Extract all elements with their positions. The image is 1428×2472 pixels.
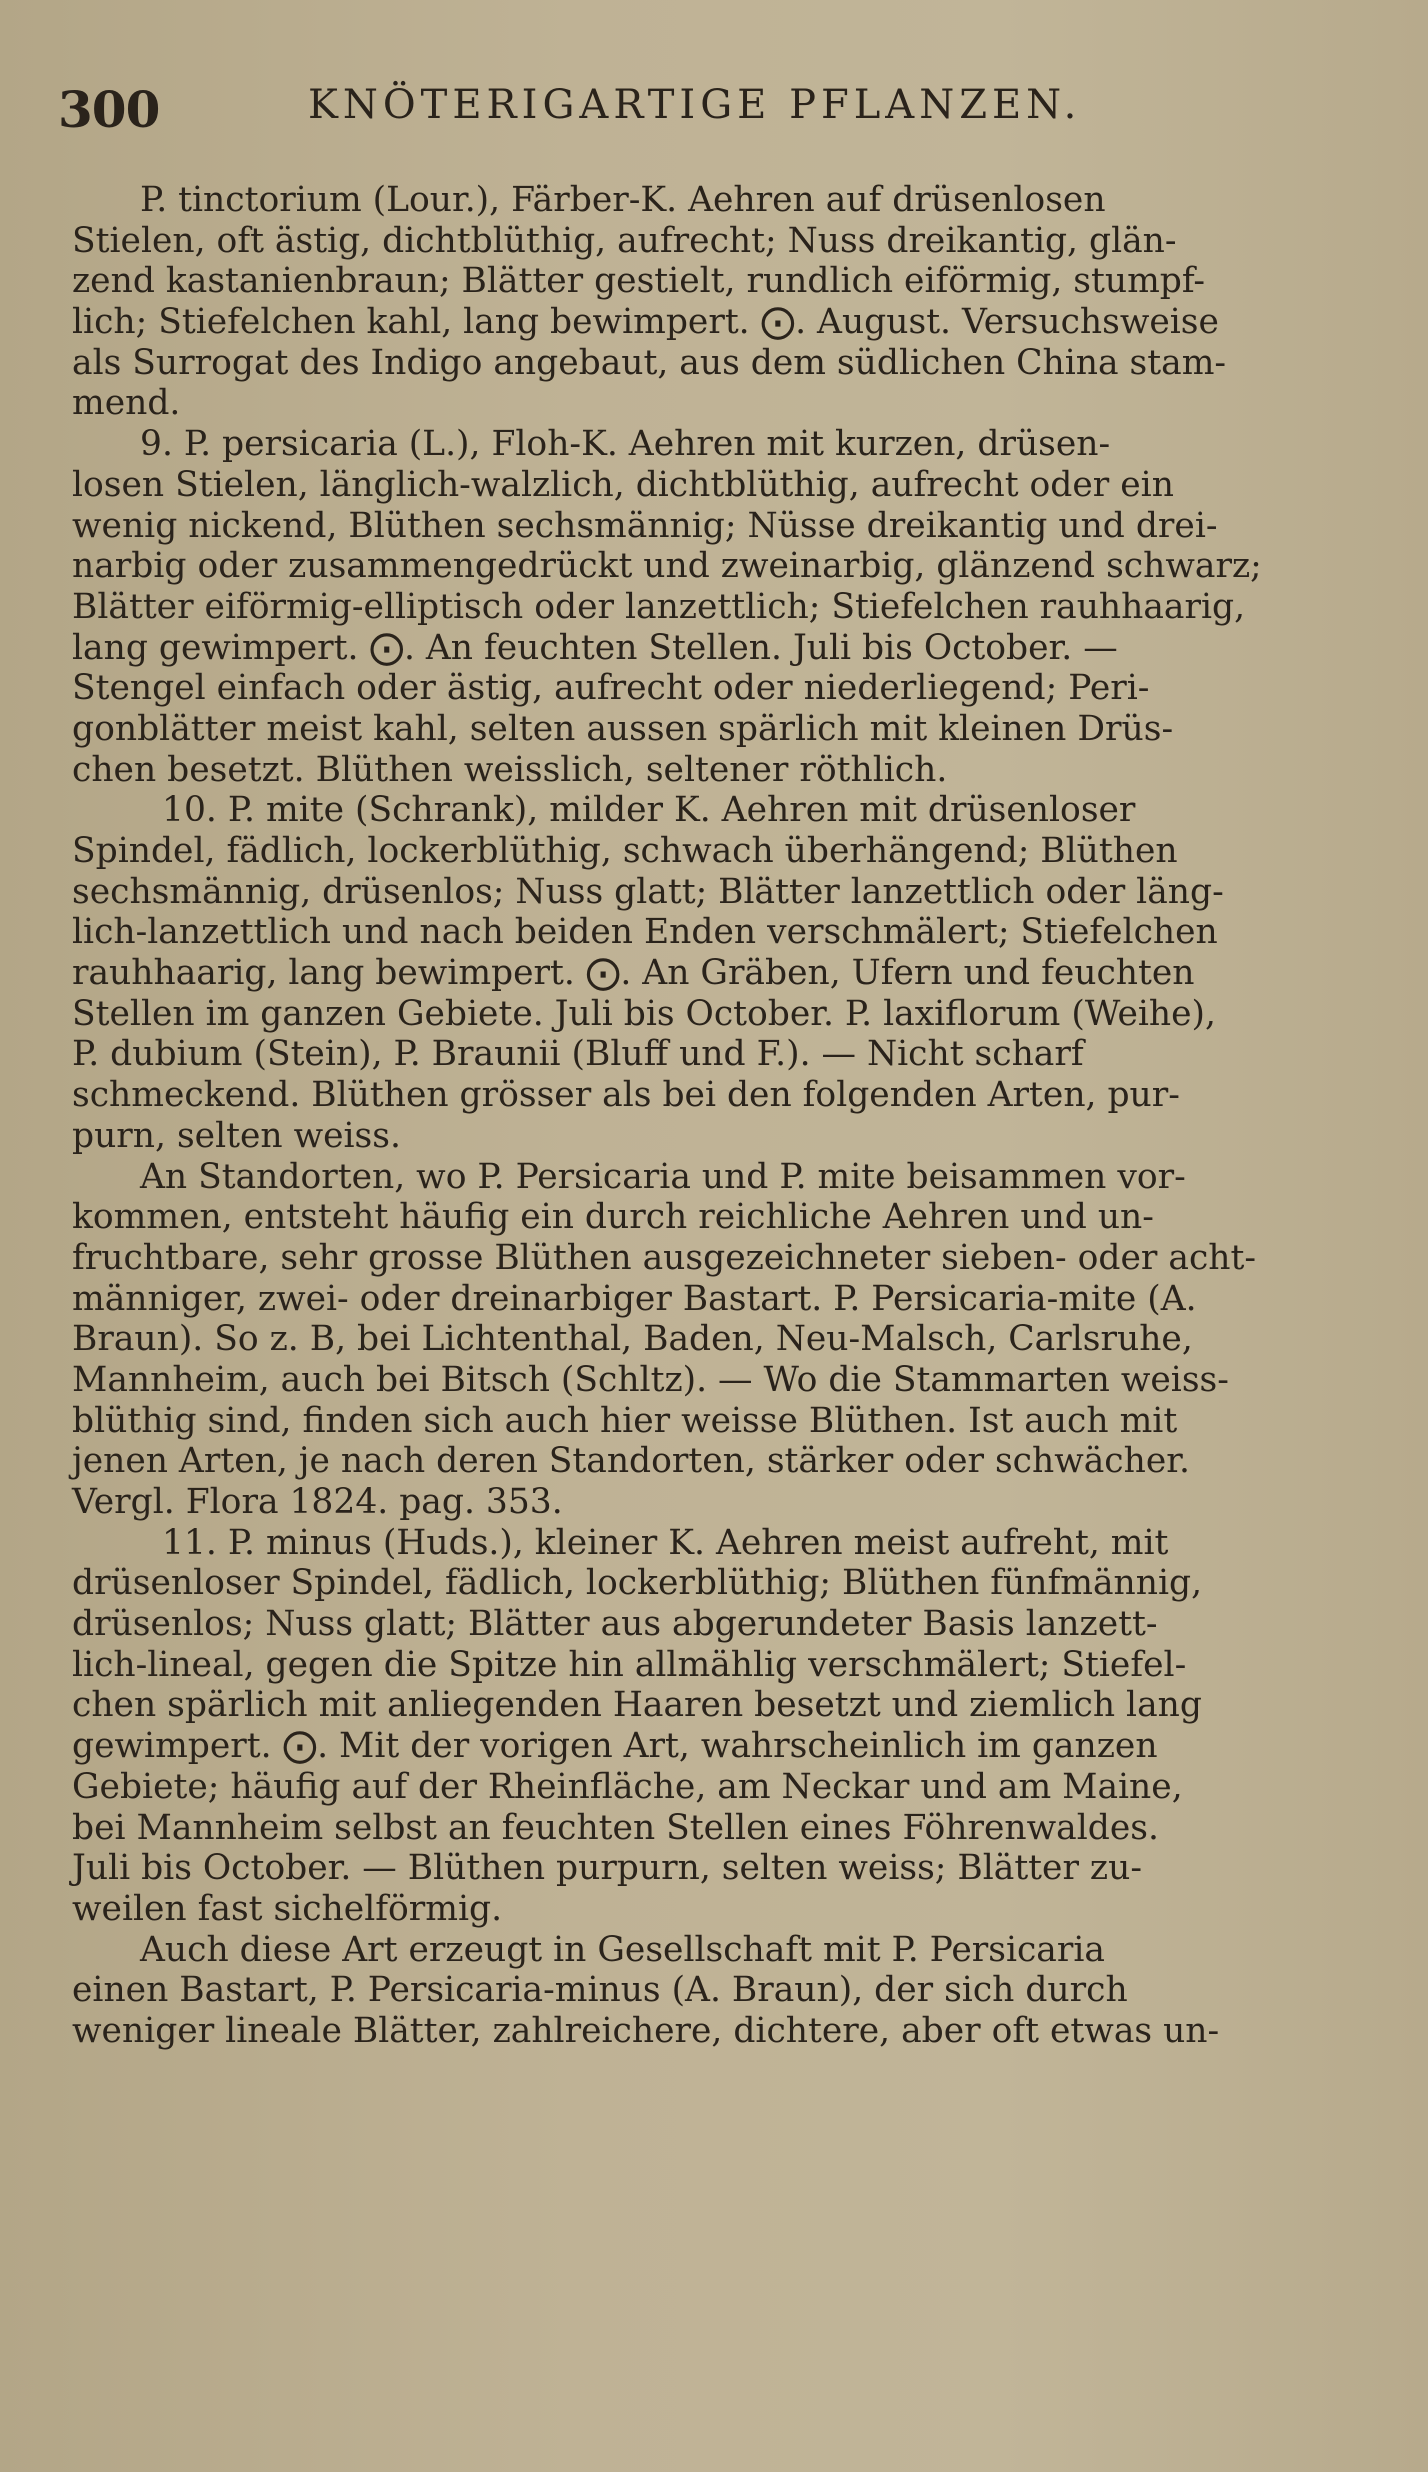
text-line: Blätter eiförmig-elliptisch oder lanzettlich; Stiefelchen rauhhaarig, xyxy=(72,586,1246,627)
text-line: weilen fast sichelförmig. xyxy=(72,1888,503,1929)
text-line: lich-lineal, gegen die Spitze hin allmählig verschmälert; Stiefel- xyxy=(72,1644,1187,1685)
text-line: An Standorten, wo P. Persicaria und P. mite beisammen vor- xyxy=(140,1156,1186,1197)
text-line: fruchtbare, sehr grosse Blüthen ausgezeichneter sieben- oder acht- xyxy=(72,1237,1257,1278)
text-line: drüsenloser Spindel, fädlich, lockerblüthig; Blüthen fünfmännig, xyxy=(72,1563,1203,1604)
text-line: losen Stielen, länglich-walzlich, dichtblüthig, aufrecht oder ein xyxy=(72,464,1174,505)
text-line: gonblätter meist kahl, selten aussen spärlich mit kleinen Drüs- xyxy=(72,708,1174,749)
text-line: Braun). So z. B, bei Lichtenthal, Baden, Neu-Malsch, Carlsruhe, xyxy=(72,1319,1193,1360)
text-line: weniger lineale Blätter, zahlreichere, dichtere, aber oft etwas un- xyxy=(72,2010,1220,2051)
text-line: Stengel einfach oder ästig, aufrecht oder niederliegend; Peri- xyxy=(72,668,1150,709)
text-line: Auch diese Art erzeugt in Gesellschaft mit P. Persicaria xyxy=(140,1929,1105,1970)
text-line: Spindel, fädlich, lockerblüthig, schwach überhängend; Blüthen xyxy=(72,831,1178,871)
text-line: 10. P. mite (Schrank), milder K. Aehren mit drüsenloser xyxy=(162,790,1136,831)
text-line: schmeckend. Blüthen grösser als bei den folgenden Arten, pur- xyxy=(72,1075,1180,1116)
text-line: chen besetzt. Blüthen weisslich, seltener röthlich. xyxy=(72,749,948,790)
text-line: kommen, entsteht häufig ein durch reichliche Aehren und un- xyxy=(72,1197,1154,1238)
text-line: einen Bastart, P. Persicaria-minus (A. Braun), der sich durch xyxy=(72,1970,1128,2011)
text-line: lich-lanzettlich und nach beiden Enden verschmälert; Stiefelchen xyxy=(72,912,1218,953)
text-line: bei Mannheim selbst an feuchten Stellen eines Föhrenwaldes. xyxy=(72,1807,1159,1848)
text-line: 11. P. minus (Huds.), kleiner K. Aehren meist aufreht, mit xyxy=(162,1522,1169,1563)
text-line: chen spärlich mit anliegenden Haaren besetzt und ziemlich lang xyxy=(72,1685,1202,1726)
text-line: gewimpert. ⨀. Mit der vorigen Art, wahrscheinlich im ganzen xyxy=(72,1726,1158,1767)
text-line: Mannheim, auch bei Bitsch (Schltz). — Wo die Stammarten weiss- xyxy=(72,1359,1229,1400)
text-line: P. dubium (Stein), P. Braunii (Bluff und F.). — Nicht scharf xyxy=(72,1034,1084,1075)
text-line: purn, selten weiss. xyxy=(72,1115,401,1156)
text-line: jenen Arten, je nach deren Standorten, stärker oder schwächer. xyxy=(72,1441,1190,1482)
text-line: Juli bis October. — Blüthen purpurn, selten weiss; Blätter zu- xyxy=(72,1848,1142,1889)
text-line: wenig nickend, Blüthen sechsmännig; Nüsse dreikantig und drei- xyxy=(72,505,1218,546)
text-line: lang gewimpert. ⨀. An feuchten Stellen. Juli bis October. — xyxy=(72,627,1118,668)
text-line: P. tinctorium (Lour.), Färber-K. Aehren auf drüsenlosen xyxy=(140,180,1106,220)
text-line: Stellen im ganzen Gebiete. Juli bis October. P. laxiflorum (Weihe), xyxy=(72,993,1216,1034)
page-number: 300 xyxy=(58,80,160,139)
page-header xyxy=(58,80,1388,150)
text-line: sechsmännig, drüsenlos; Nuss glatt; Blätter lanzettlich oder läng- xyxy=(72,871,1224,912)
text-line: männiger, zwei- oder dreinarbiger Bastart. P. Persicaria-mite (A. xyxy=(72,1278,1197,1319)
text-line: drüsenlos; Nuss glatt; Blätter aus abgerundeter Basis lanzett- xyxy=(72,1604,1158,1645)
text-line: mend. xyxy=(72,383,181,424)
text-line: als Surrogat des Indigo angebaut, aus dem südlichen China stam- xyxy=(72,342,1227,383)
running-title: KNÖTERIGARTIGE PFLANZEN. xyxy=(308,82,1082,128)
text-line: Gebiete; häufig auf der Rheinfläche, am Neckar und am Maine, xyxy=(72,1766,1183,1807)
text-line: rauhhaarig, lang bewimpert. ⨀. An Gräben, Ufern und feuchten xyxy=(72,953,1195,994)
text-line: Stielen, oft ästig, dichtblüthig, aufrecht; Nuss dreikantig, glän- xyxy=(72,220,1177,261)
text-line: zend kastanienbraun; Blätter gestielt, rundlich eiförmig, stumpf- xyxy=(72,261,1206,302)
text-line: blüthig sind, finden sich auch hier weisse Blüthen. Ist auch mit xyxy=(72,1400,1178,1441)
text-line: 9. P. persicaria (L.), Floh-K. Aehren mit kurzen, drüsen- xyxy=(140,424,1111,465)
body-text xyxy=(72,180,1352,2052)
text-line: narbig oder zusammengedrückt und zweinarbig, glänzend schwarz; xyxy=(72,546,1262,587)
text-line: lich; Stiefelchen kahl, lang bewimpert. ⨀. August. Versuchsweise xyxy=(72,302,1219,343)
text-line: Vergl. Flora 1824. pag. 353. xyxy=(72,1482,563,1522)
